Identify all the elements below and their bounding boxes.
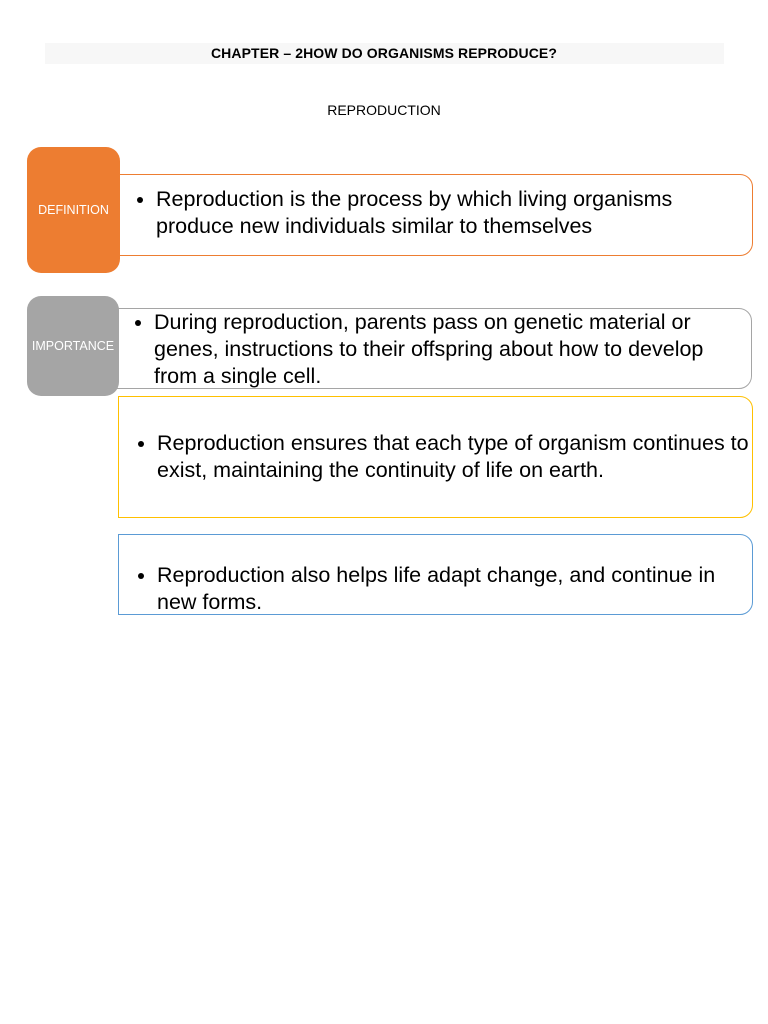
importance-card-2	[118, 396, 753, 518]
chapter-title: CHAPTER – 2HOW DO ORGANISMS REPRODUCE?	[210, 45, 558, 61]
importance-card-1	[116, 308, 752, 389]
importance-card-3	[118, 534, 753, 615]
importance-list-1	[117, 309, 751, 390]
importance-list-2	[119, 397, 752, 484]
definition-point: • Reproduction is the process by which living organisms produce new individuals similar to themselves	[156, 186, 752, 240]
importance-point-1: • During reproduction, parents pass on genetic material or genes, instructions to their offspring about how to develop from a single cell.	[154, 309, 751, 390]
definition-tag-label: DEFINITION	[38, 203, 109, 217]
importance-list-3	[119, 535, 752, 616]
definition-list	[118, 175, 752, 240]
definition-tag	[27, 147, 120, 273]
importance-tag-label: IMPORTANCE	[31, 339, 115, 353]
importance-point-2: • Reproduction ensures that each type of organism continues to exist, maintaining the continuity of life on earth.	[157, 430, 752, 484]
importance-tag	[27, 296, 119, 396]
section-title: REPRODUCTION	[327, 102, 441, 118]
definition-card	[117, 174, 753, 256]
importance-point-3: • Reproduction also helps life adapt change, and continue in new forms.	[157, 562, 752, 616]
